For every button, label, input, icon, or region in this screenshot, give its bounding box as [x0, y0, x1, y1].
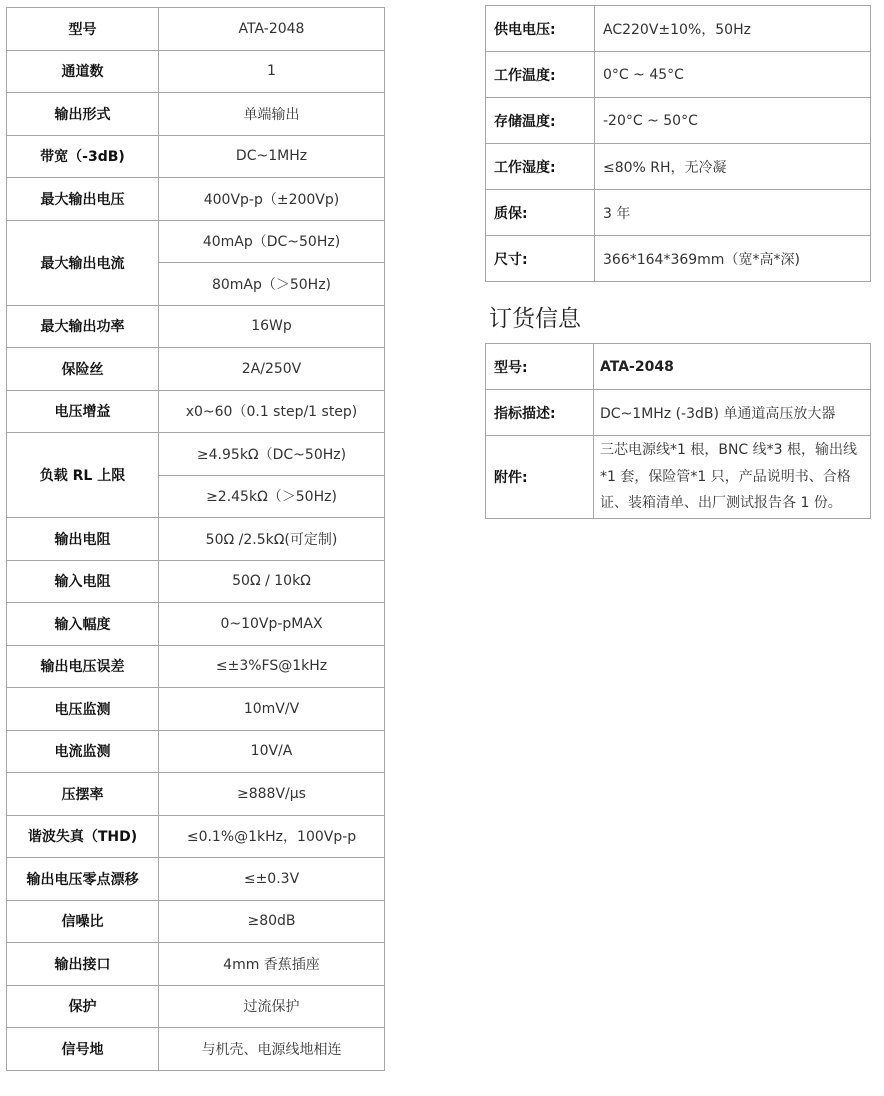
spec-label: 信号地: [7, 1028, 159, 1071]
env-value: -20°C ~ 50°C: [595, 98, 871, 144]
env-label: 工作温度:: [486, 52, 595, 98]
table-row: [7, 305, 385, 348]
spec-value: ≥2.45kΩ（＞50Hz): [159, 475, 385, 518]
spec-label: 输出电压零点漂移: [7, 858, 159, 901]
table-row: [7, 8, 385, 51]
env-value: 366*164*369mm（宽*高*深): [595, 236, 871, 282]
table-row: [7, 815, 385, 858]
spec-value: 16Wp: [159, 305, 385, 348]
table-row: [7, 433, 385, 476]
table-row: [486, 436, 871, 519]
spec-value: 单端输出: [159, 93, 385, 136]
spec-value: DC~1MHz: [159, 135, 385, 178]
table-row: [7, 688, 385, 731]
table-row: [486, 6, 871, 52]
order-label: 附件:: [486, 436, 594, 519]
spec-label: 电流监测: [7, 730, 159, 773]
spec-value: ≤±3%FS@1kHz: [159, 645, 385, 688]
spec-value: ≥80dB: [159, 900, 385, 943]
table-row: [7, 135, 385, 178]
spec-label: 输入幅度: [7, 603, 159, 646]
order-value-accessories: 三芯电源线*1 根，BNC 线*3 根，输出线*1 套，保险管*1 只，产品说明书、合格证、装箱清单、出厂测试报告各 1 份。: [594, 436, 871, 519]
order-info-heading: 订货信息: [489, 306, 581, 332]
spec-value: ≥4.95kΩ（DC~50Hz): [159, 433, 385, 476]
table-row: [486, 98, 871, 144]
table-row: [7, 900, 385, 943]
spec-label: 信噪比: [7, 900, 159, 943]
spec-label: 压摆率: [7, 773, 159, 816]
spec-value: 10V/A: [159, 730, 385, 773]
spec-label: 电压监测: [7, 688, 159, 731]
spec-value: ≤±0.3V: [159, 858, 385, 901]
table-row: [486, 52, 871, 98]
spec-label: 通道数: [7, 50, 159, 93]
spec-value: 50Ω /2.5kΩ(可定制): [159, 518, 385, 561]
spec-label: 保险丝: [7, 348, 159, 391]
spec-label: 最大输出电压: [7, 178, 159, 221]
table-row: [486, 344, 871, 390]
table-row: [7, 93, 385, 136]
order-value-description: DC~1MHz (-3dB) 单通道高压放大器: [594, 390, 871, 436]
spec-label: 输出电阻: [7, 518, 159, 561]
table-row: [7, 560, 385, 603]
table-row: [486, 236, 871, 282]
spec-label: 最大输出电流: [7, 220, 159, 305]
order-value-model: ATA-2048: [594, 344, 871, 390]
spec-value: 50Ω / 10kΩ: [159, 560, 385, 603]
spec-label: 保护: [7, 985, 159, 1028]
table-row: [7, 730, 385, 773]
order-label: 指标描述:: [486, 390, 594, 436]
spec-label: 最大输出功率: [7, 305, 159, 348]
order-info-table: [485, 343, 871, 519]
spec-value: 4mm 香蕉插座: [159, 943, 385, 986]
table-row: [7, 603, 385, 646]
env-label: 质保:: [486, 190, 595, 236]
table-row: [7, 645, 385, 688]
spec-label: 负载 RL 上限: [7, 433, 159, 518]
env-value: 3 年: [595, 190, 871, 236]
spec-label: 型号: [7, 8, 159, 51]
spec-label: 输入电阻: [7, 560, 159, 603]
env-label: 尺寸:: [486, 236, 595, 282]
table-row: [7, 178, 385, 221]
spec-value: ≤0.1%@1kHz，100Vp-p: [159, 815, 385, 858]
table-row: [7, 943, 385, 986]
env-value: ≤80% RH，无冷凝: [595, 144, 871, 190]
table-row: [7, 220, 385, 263]
table-row: [486, 144, 871, 190]
order-label: 型号:: [486, 344, 594, 390]
spec-value: 400Vp-p（±200Vp): [159, 178, 385, 221]
table-row: [7, 348, 385, 391]
spec-value: 10mV/V: [159, 688, 385, 731]
spec-value: 过流保护: [159, 985, 385, 1028]
spec-value: 0~10Vp-pMAX: [159, 603, 385, 646]
env-value: 0°C ~ 45°C: [595, 52, 871, 98]
table-row: [7, 50, 385, 93]
spec-label: 输出电压误差: [7, 645, 159, 688]
table-row: [7, 858, 385, 901]
spec-value: 1: [159, 50, 385, 93]
spec-value: 80mAp（＞50Hz): [159, 263, 385, 306]
table-row: [7, 985, 385, 1028]
env-value: AC220V±10%，50Hz: [595, 6, 871, 52]
spec-value: x0~60（0.1 step/1 step): [159, 390, 385, 433]
env-label: 工作湿度:: [486, 144, 595, 190]
spec-value: ATA-2048: [159, 8, 385, 51]
table-row: [7, 773, 385, 816]
spec-value: 40mAp（DC~50Hz): [159, 220, 385, 263]
environment-table: [485, 5, 871, 282]
spec-label: 输出形式: [7, 93, 159, 136]
table-row: [486, 390, 871, 436]
table-row: [486, 190, 871, 236]
spec-label: 谐波失真（THD): [7, 815, 159, 858]
table-row: [7, 518, 385, 561]
env-label: 供电电压:: [486, 6, 595, 52]
spec-label: 带宽（-3dB): [7, 135, 159, 178]
table-row: [7, 1028, 385, 1071]
env-label: 存储温度:: [486, 98, 595, 144]
table-row: [7, 390, 385, 433]
spec-table: [6, 7, 385, 1071]
spec-value: 与机壳、电源线地相连: [159, 1028, 385, 1071]
spec-value: 2A/250V: [159, 348, 385, 391]
spec-label: 电压增益: [7, 390, 159, 433]
spec-value: ≥888V/μs: [159, 773, 385, 816]
spec-label: 输出接口: [7, 943, 159, 986]
